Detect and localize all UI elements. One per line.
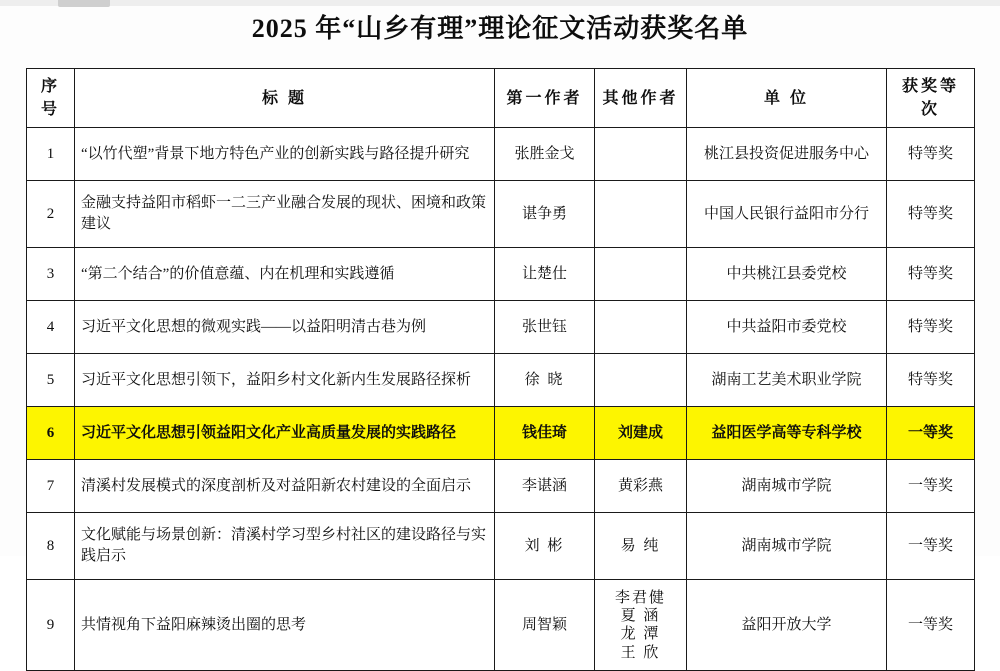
cell-first-author: 谌争勇 (495, 181, 595, 248)
cell-first-author: 钱佳琦 (495, 407, 595, 460)
cell-index: 2 (27, 181, 75, 248)
column-header-title: 标 题 (75, 69, 495, 128)
award-list-table (26, 68, 975, 671)
table-row (27, 181, 975, 248)
cell-award-level: 特等奖 (887, 248, 975, 301)
cell-award-level: 一等奖 (887, 460, 975, 513)
cell-other-authors (595, 248, 687, 301)
cell-index: 8 (27, 513, 75, 580)
column-header-index: 序 号 (27, 69, 75, 128)
cell-other-authors (595, 354, 687, 407)
cell-other-authors: 易 纯 (595, 513, 687, 580)
cell-title: 习近平文化思想引领益阳文化产业高质量发展的实践路径 (75, 407, 495, 460)
cell-first-author: 刘 彬 (495, 513, 595, 580)
cell-award-level: 一等奖 (887, 513, 975, 580)
cell-first-author: 李谌涵 (495, 460, 595, 513)
cell-other-authors: 刘建成 (595, 407, 687, 460)
cell-index: 4 (27, 301, 75, 354)
cell-first-author: 周智颖 (495, 580, 595, 671)
table-row (27, 248, 975, 301)
cell-index: 6 (27, 407, 75, 460)
column-header-first-author: 第一作者 (495, 69, 595, 128)
cell-title: 习近平文化思想引领下，益阳乡村文化新内生发展路径探析 (75, 354, 495, 407)
cell-other-authors: 黄彩燕 (595, 460, 687, 513)
table-row (27, 128, 975, 181)
table-header-row (27, 69, 975, 128)
cell-unit: 湖南城市学院 (687, 513, 887, 580)
cell-unit: 益阳医学高等专科学校 (687, 407, 887, 460)
cell-title: 清溪村发展模式的深度剖析及对益阳新农村建设的全面启示 (75, 460, 495, 513)
cell-first-author: 张胜金戈 (495, 128, 595, 181)
table-row (27, 301, 975, 354)
cell-award-level: 一等奖 (887, 407, 975, 460)
cell-title: 金融支持益阳市稻虾一二三产业融合发展的现状、困境和政策建议 (75, 181, 495, 248)
cell-unit: 湖南城市学院 (687, 460, 887, 513)
column-header-award-level: 获奖等次 (887, 69, 975, 128)
cell-title: “以竹代塑”背景下地方特色产业的创新实践与路径提升研究 (75, 128, 495, 181)
cell-title: “第二个结合”的价值意蕴、内在机理和实践遵循 (75, 248, 495, 301)
cell-title: 共情视角下益阳麻辣烫出圈的思考 (75, 580, 495, 671)
cell-unit: 益阳开放大学 (687, 580, 887, 671)
cell-unit: 桃江县投资促进服务中心 (687, 128, 887, 181)
cell-unit: 中共桃江县委党校 (687, 248, 887, 301)
window-tab (58, 0, 110, 7)
cell-title: 习近平文化思想的微观实践——以益阳明清古巷为例 (75, 301, 495, 354)
table-row (27, 580, 975, 671)
table-row (27, 354, 975, 407)
cell-unit: 中共益阳市委党校 (687, 301, 887, 354)
other-author-name: 夏 涵 (620, 608, 661, 625)
other-author-name: 李君健 (614, 589, 666, 606)
page-title: 2025 年“山乡有理”理论征文活动获奖名单 (251, 14, 749, 43)
cell-other-authors (595, 580, 687, 671)
cell-other-authors (595, 181, 687, 248)
cell-award-level: 特等奖 (887, 354, 975, 407)
cell-first-author: 张世钰 (495, 301, 595, 354)
cell-unit: 中国人民银行益阳市分行 (687, 181, 887, 248)
cell-award-level: 特等奖 (887, 301, 975, 354)
cell-index: 5 (27, 354, 75, 407)
cell-award-level: 一等奖 (887, 580, 975, 671)
cell-index: 9 (27, 580, 75, 671)
column-header-unit: 单 位 (687, 69, 887, 128)
cell-first-author: 让楚仕 (495, 248, 595, 301)
table-row-highlighted (27, 407, 975, 460)
cell-other-authors (595, 128, 687, 181)
cell-title: 文化赋能与场景创新：清溪村学习型乡村社区的建设路径与实践启示 (75, 513, 495, 580)
column-header-other-authors: 其他作者 (595, 69, 687, 128)
table-row (27, 513, 975, 580)
cell-index: 3 (27, 248, 75, 301)
cell-first-author: 徐 晓 (495, 354, 595, 407)
other-author-name: 龙 潭 (620, 626, 661, 643)
other-author-name: 王 欣 (620, 644, 661, 661)
cell-index: 1 (27, 128, 75, 181)
window-top-strip (0, 0, 1000, 6)
table-row (27, 460, 975, 513)
cell-unit: 湖南工艺美术职业学院 (687, 354, 887, 407)
cell-index: 7 (27, 460, 75, 513)
cell-award-level: 特等奖 (887, 128, 975, 181)
cell-award-level: 特等奖 (887, 181, 975, 248)
cell-other-authors (595, 301, 687, 354)
